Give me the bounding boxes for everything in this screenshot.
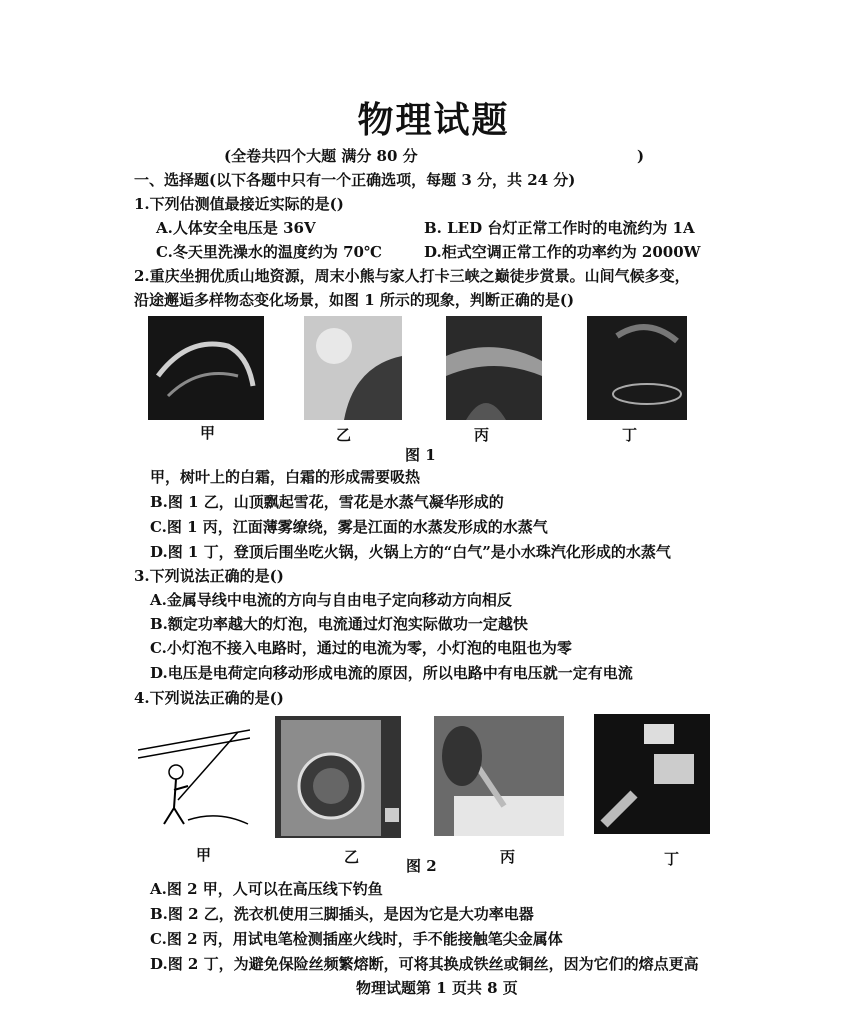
q2-option-c: C.图 1 丙，江面薄雾缭绕，雾是江面的水蒸发形成的水蒸气 bbox=[150, 518, 548, 536]
page-footer: 物理试题第 1 页共 8 页 bbox=[356, 979, 518, 997]
q1-option-b: B. LED 台灯正常工作时的电流约为 1A bbox=[424, 219, 695, 237]
photo-washing-machine bbox=[275, 716, 401, 838]
photo-river-fog bbox=[446, 316, 542, 420]
q2-option-a: 甲，树叶上的白霜，白霜的形成需要吸热 bbox=[150, 468, 421, 486]
q2-option-d: D.图 1 丁，登顶后围坐吃火锅，火锅上方的“白气”是小水珠汽化形成的水蒸气 bbox=[150, 543, 671, 561]
q1-stem: 1.下列估测值最接近实际的是() bbox=[134, 195, 344, 213]
q1-option-d: D.柜式空调正常工作的功率约为 2000W bbox=[424, 243, 701, 261]
q4-option-c: C.图 2 丙，用试电笔检测插座火线时，手不能接触笔尖金属体 bbox=[150, 930, 563, 948]
q2-option-b: B.图 1 乙，山顶飘起雪花，雪花是水蒸气凝华形成的 bbox=[150, 493, 504, 511]
q4-option-d: D.图 2 丁，为避免保险丝频繁熔断，可将其换成铁丝或铜丝，因为它们的熔点更高 bbox=[150, 955, 699, 973]
fig1-caption-jia: 甲 bbox=[200, 424, 216, 442]
fig1-caption-ding: 丁 bbox=[622, 426, 638, 444]
fig1-caption-bing: 丙 bbox=[474, 426, 490, 444]
q1-option-c: C.冬天里洗澡水的温度约为 70℃ bbox=[156, 243, 382, 261]
q2-stem-line2: 沿途邂逅多样物态变化场景，如图 1 所示的现象，判断正确的是() bbox=[134, 291, 575, 309]
q4-option-b: B.图 2 乙，洗衣机使用三脚插头，是因为它是大功率电器 bbox=[150, 905, 534, 923]
section-heading: 一、选择题(以下各题中只有一个正确选项，每题 3 分，共 24 分) bbox=[134, 171, 576, 189]
q3-option-c: C.小灯泡不接入电路时，通过的电流为零，小灯泡的电阻也为零 bbox=[150, 639, 572, 657]
q3-option-b: B.额定功率越大的灯泡，电流通过灯泡实际做功一定越快 bbox=[150, 615, 528, 633]
fig1-caption-yi: 乙 bbox=[336, 426, 352, 444]
q3-option-d: D.电压是电荷定向移动形成电流的原因，所以电路中有电压就一定有电流 bbox=[150, 664, 633, 682]
photo-frost-leaves bbox=[148, 316, 264, 420]
q4-stem: 4.下列说法正确的是() bbox=[134, 689, 284, 707]
photo-fuse-wire bbox=[594, 714, 710, 834]
figure-2-label: 图 2 bbox=[406, 857, 437, 875]
fig2-caption-yi: 乙 bbox=[344, 848, 360, 866]
drawing-fishing-under-powerline bbox=[138, 720, 250, 838]
fig2-caption-jia: 甲 bbox=[196, 846, 212, 864]
q4-option-a: A.图 2 甲，人可以在高压线下钓鱼 bbox=[150, 880, 383, 898]
photo-hotpot bbox=[587, 316, 687, 420]
figure-1-label: 图 1 bbox=[405, 446, 436, 464]
exam-info-close: ) bbox=[637, 147, 645, 165]
q3-stem: 3.下列说法正确的是() bbox=[134, 567, 284, 585]
photo-snow-mountain bbox=[304, 316, 402, 420]
q2-stem-line1: 2.重庆坐拥优质山地资源，周末小熊与家人打卡三峡之巅徒步赏景。山间气候多变， bbox=[134, 267, 690, 285]
photo-test-pen-socket bbox=[434, 716, 564, 836]
fig2-caption-bing: 丙 bbox=[500, 848, 516, 866]
fig2-caption-ding: 丁 bbox=[664, 850, 680, 868]
page-title: 物理试题 bbox=[357, 100, 510, 141]
exam-info: (全卷共四个大题 满分 80 分 bbox=[224, 147, 418, 165]
q1-option-a: A.人体安全电压是 36V bbox=[156, 219, 316, 237]
q3-option-a: A.金属导线中电流的方向与自由电子定向移动方向相反 bbox=[150, 591, 512, 609]
